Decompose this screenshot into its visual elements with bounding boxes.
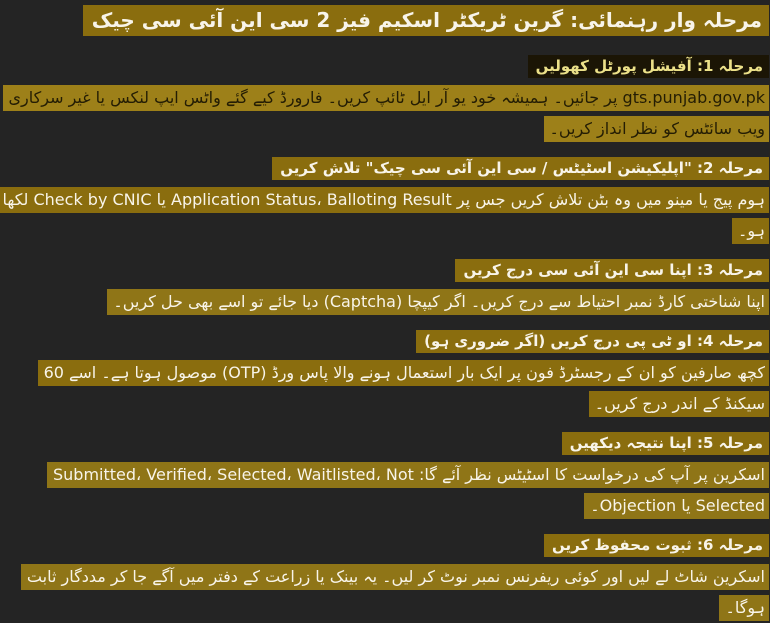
step-4-body-row — [0, 357, 770, 419]
step-2-heading-row — [0, 156, 770, 180]
step-6-heading-row — [0, 533, 770, 557]
title-row — [0, 5, 770, 37]
step-5 — [0, 431, 770, 521]
step-5-body: اسکرین پر آپ کی درخواست کا اسٹیٹس نظر آئے گا: Submitted، Verified، Selected، Waitlisted، Not Selected یا Objection۔ — [48, 462, 770, 519]
step-2-body-row — [0, 184, 770, 246]
page-title: مرحلہ وار رہنمائی: گرین ٹریکٹر اسکیم فیز 2 سی این آئی سی چیک — [84, 5, 770, 36]
step-4-body: کچھ صارفین کو ان کے رجسٹرڈ فون پر ایک بار استعمال ہونے والا پاس ورڈ (OTP) موصول ہوتا ہے۔ اسے 60 سیکنڈ کے اندر درج کریں۔ — [39, 360, 770, 417]
step-4-heading: مرحلہ 4: او ٹی پی درج کریں (اگر ضروری ہو) — [417, 330, 770, 353]
step-1-heading-row — [0, 54, 770, 78]
step-2-heading: مرحلہ 2: "اپلیکیشن اسٹیٹس / سی این آئی سی چیک" تلاش کریں — [273, 157, 770, 180]
step-6-body: اسکرین شاٹ لے لیں اور کوئی ریفرنس نمبر نوٹ کر لیں۔ یہ بینک یا زراعت کے دفتر میں آگے جا کر مددگار ثابت ہوگا۔ — [22, 564, 770, 621]
step-6-body-row — [0, 561, 770, 623]
step-2 — [0, 156, 770, 246]
step-5-heading: مرحلہ 5: اپنا نتیجہ دیکھیں — [563, 432, 770, 455]
step-3-heading: مرحلہ 3: اپنا سی این آئی سی درج کریں — [456, 259, 770, 282]
step-1 — [0, 54, 770, 144]
step-3-heading-row — [0, 258, 770, 282]
step-3 — [0, 258, 770, 317]
step-1-body-row — [0, 82, 770, 144]
step-5-body-row — [0, 459, 770, 521]
step-1-heading: مرحلہ 1: آفیشل پورٹل کھولیں — [529, 55, 770, 78]
step-5-heading-row — [0, 431, 770, 455]
step-6 — [0, 533, 770, 623]
step-4-heading-row — [0, 329, 770, 353]
step-3-body-row — [0, 286, 770, 317]
step-1-body: gts.punjab.gov.pk پر جائیں۔ ہمیشہ خود یو آر ایل ٹائپ کریں۔ فارورڈ کیے گئے واٹس ایپ لنکس یا غیر سرکاری ویب سائٹس کو نظر انداز کریں۔ — [4, 85, 770, 142]
step-2-body: ہوم پیج یا مینو میں وہ بٹن تلاش کریں جس پر Application Status، Balloting Result یا Check by CNIC لکھا ہو۔ — [0, 187, 770, 244]
step-6-heading: مرحلہ 6: ثبوت محفوظ کریں — [545, 534, 770, 557]
step-3-body: اپنا شناختی کارڈ نمبر احتیاط سے درج کریں۔ اگر کیپچا (Captcha) دیا جائے تو اسے بھی حل کریں۔ — [108, 289, 770, 315]
step-4 — [0, 329, 770, 419]
